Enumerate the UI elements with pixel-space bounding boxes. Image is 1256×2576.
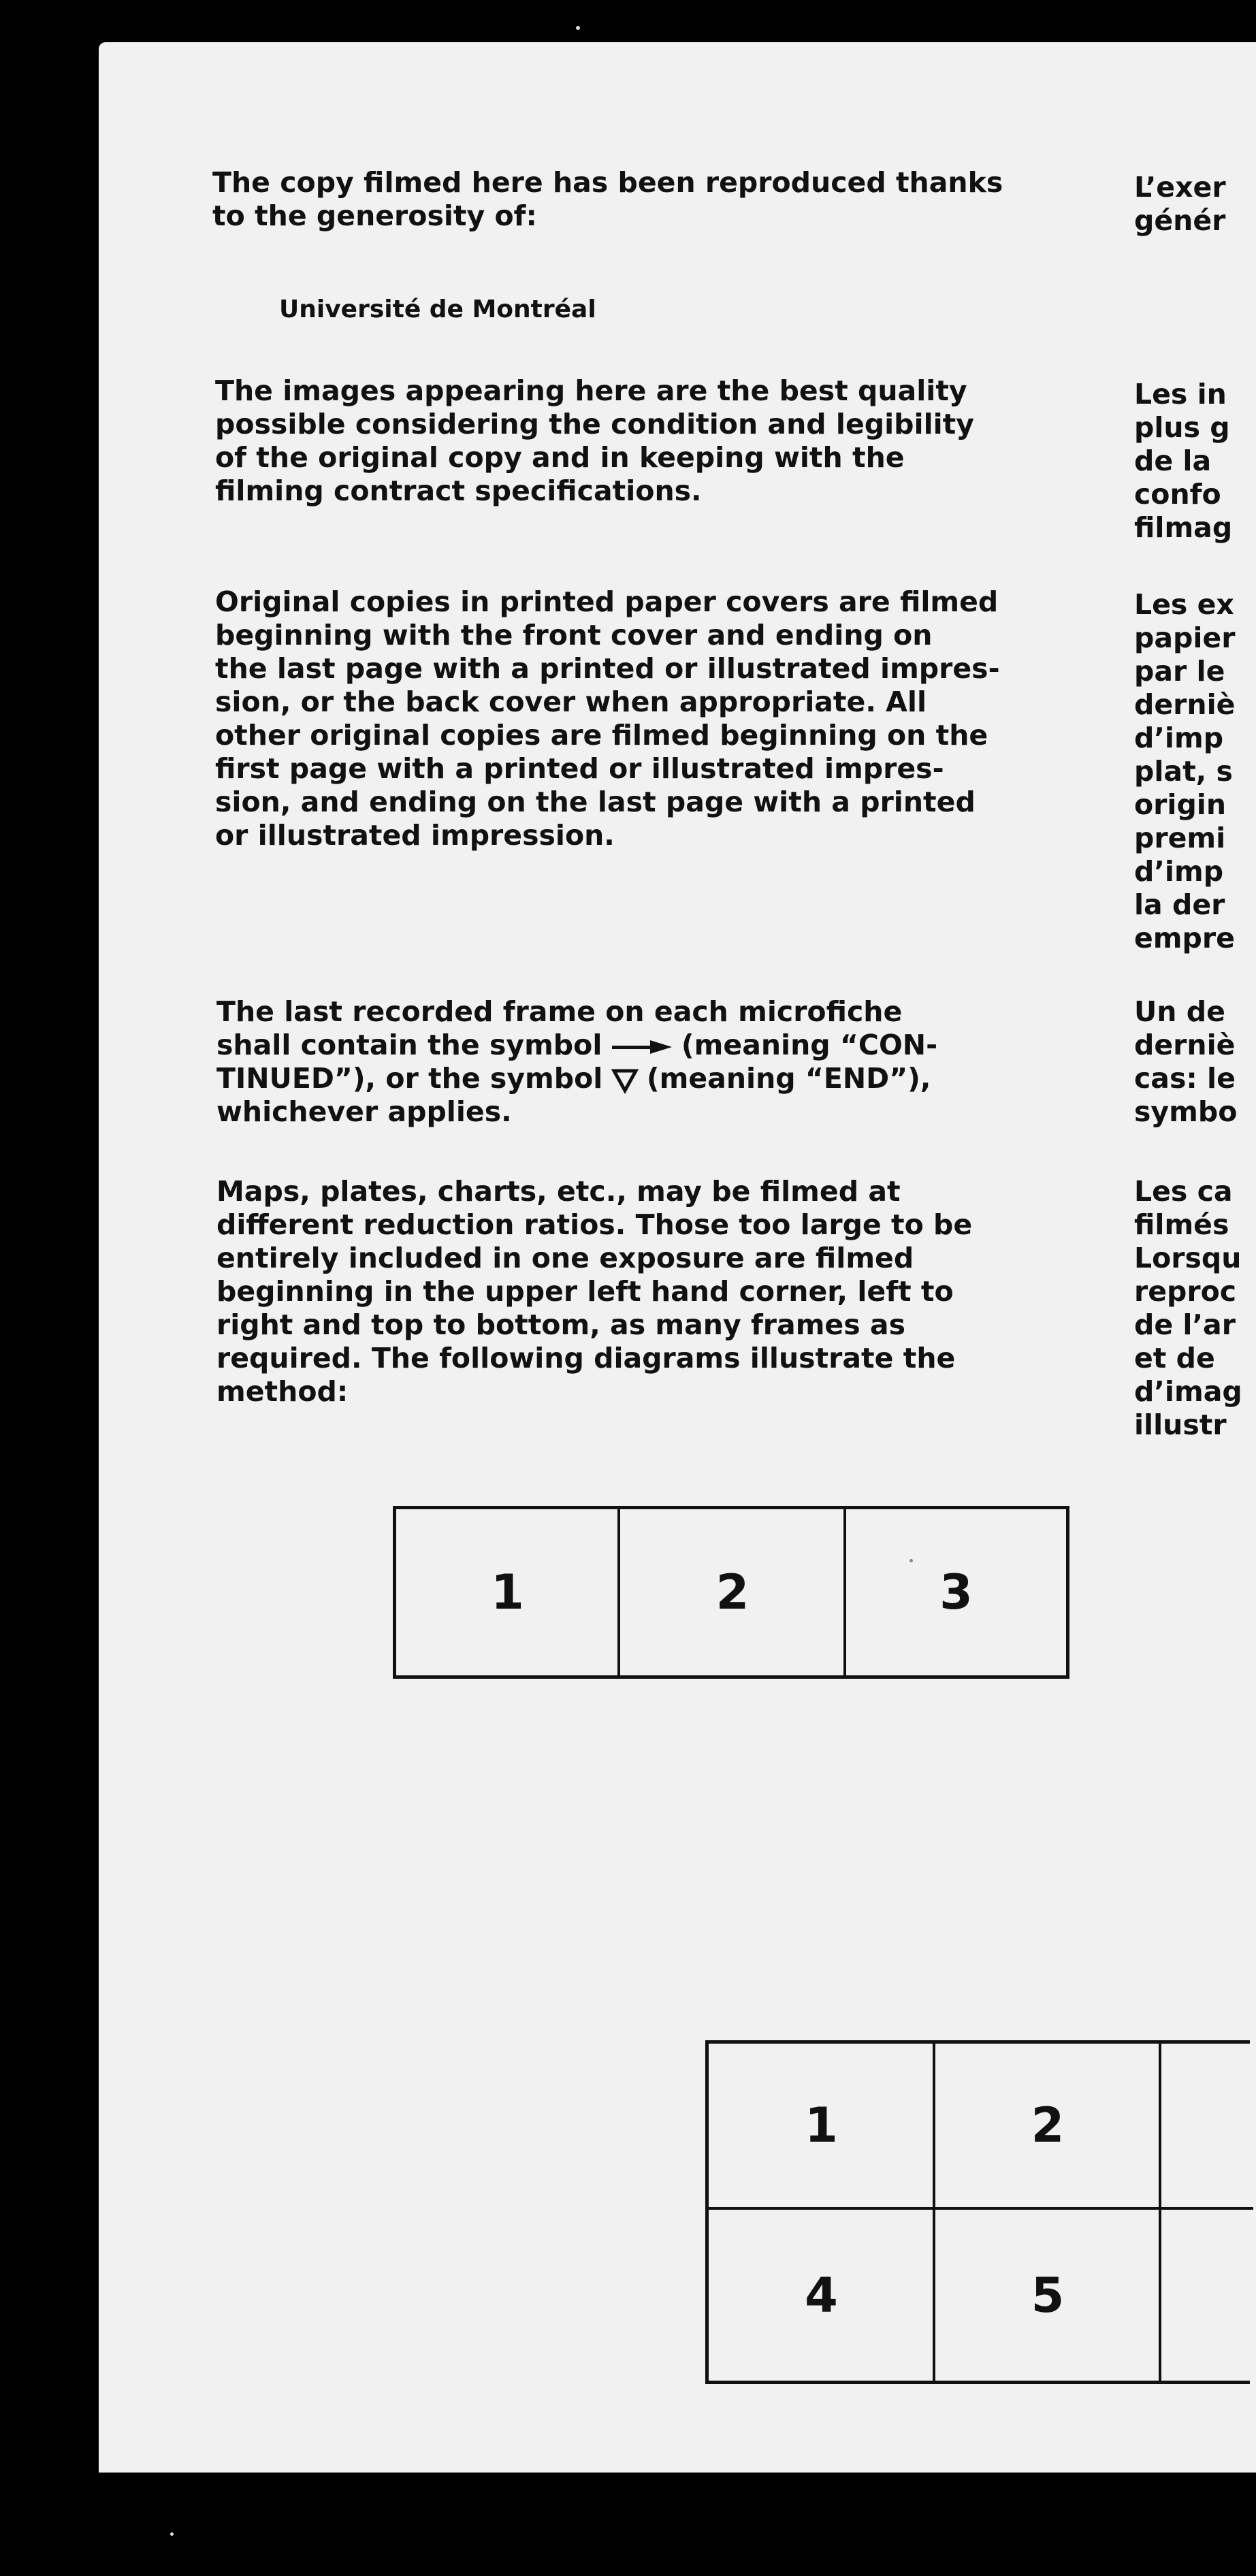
frame-diagram-grid [705,2040,1250,2384]
intro-line-1: The copy filmed here has been reproduced thanks [212,166,1003,199]
scan-speck [576,26,580,30]
frame-cell-3: 3 [939,1564,973,1620]
continued-arrow-icon [612,1040,672,1054]
frame-cell-1: 1 [805,2097,838,2153]
frame-cell-4: 4 [805,2267,838,2323]
scan-speck [170,2532,174,2536]
institution-name: Université de Montréal [279,295,596,323]
frame-cell-5: 5 [1031,2267,1065,2323]
right-intro-line-2: génér [1134,204,1226,237]
frame-cell-2: 2 [715,1564,750,1620]
frame-cell-2: 2 [1031,2097,1065,2153]
frame-diagram-horizontal [393,1506,1069,1679]
intro-line-2: to the generosity of: [212,199,537,232]
frame-cell-1: 1 [491,1564,524,1620]
end-triangle-icon [613,1069,637,1092]
right-intro-line-1: L’exer [1134,171,1226,204]
scan-speck [909,1559,913,1562]
